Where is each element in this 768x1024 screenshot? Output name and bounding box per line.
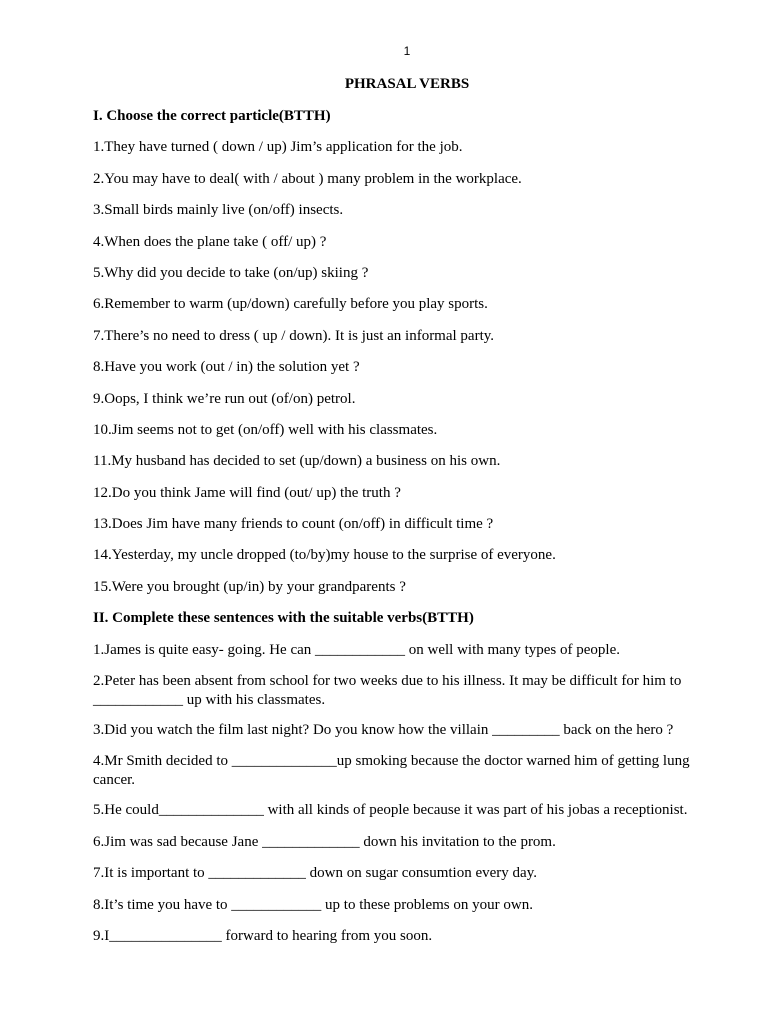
section-1-item: 8.Have you work (out / in) the solution yet ?: [93, 359, 360, 376]
section-2-item: 1.James is quite easy- going. He can ____________ on well with many types of people.: [93, 641, 620, 658]
section-1-item: 12.Do you think Jame will find (out/ up) the truth ?: [93, 484, 401, 501]
section-1-item: 2.You may have to deal( with / about ) many problem in the workplace.: [93, 170, 522, 187]
section-2-item: 8.It’s time you have to ____________ up to these problems on your own.: [93, 896, 533, 913]
section-1-item: 9.Oops, I think we’re run out (of/on) petrol.: [93, 390, 356, 407]
section-1-item: 7.There’s no need to dress ( up / down). It is just an informal party.: [93, 327, 495, 344]
section-1-item: 4.When does the plane take ( off/ up) ?: [93, 233, 327, 250]
section-1-item: 13.Does Jim have many friends to count (on/off) in difficult time ?: [93, 516, 494, 533]
section-1-item: 1.They have turned ( down / up) Jim’s application for the job.: [93, 139, 463, 156]
section-2-item: 2.Peter has been absent from school for two weeks due to his illness. It may be difficult for him to ____________ up with his classmates.: [93, 673, 682, 709]
section-1-heading: I. Choose the correct particle(BTTH): [93, 108, 331, 124]
section-2-heading: II. Complete these sentences with the suitable verbs(BTTH): [93, 610, 474, 627]
section-1-item: 5.Why did you decide to take (on/up) skiing ?: [93, 264, 369, 281]
section-2-item: 6.Jim was sad because Jane _____________ down his invitation to the prom.: [93, 833, 556, 850]
page-title: PHRASAL VERBS: [344, 76, 470, 92]
section-2-item: 3.Did you watch the film last night? Do you know how the villain _________ back on the hero ?: [93, 722, 674, 739]
section-1-item: 15.Were you brought (up/in) by your grandparents ?: [93, 578, 406, 595]
section-1-item: 3.Small birds mainly live (on/off) insects.: [93, 202, 344, 219]
section-1-item: 14.Yesterday, my uncle dropped (to/by)my house to the surprise of everyone.: [93, 547, 556, 564]
section-1-item: 6.Remember to warm (up/down) carefully before you play sports.: [93, 296, 488, 313]
section-2-item: 4.Mr Smith decided to ______________up smoking because the doctor warned him of getting lung cancer.: [93, 753, 690, 789]
page-number: 1: [403, 44, 411, 58]
section-2-item: 5.He could______________ with all kinds of people because it was part of his jobas a receptionist.: [93, 802, 688, 819]
worksheet-body: [93, 107, 723, 958]
section-1-item: 11.My husband has decided to set (up/down) a business on his own.: [93, 453, 501, 470]
section-2-item: 7.It is important to _____________ down on sugar consumtion every day.: [93, 865, 537, 882]
section-2-item: 9.I_______________ forward to hearing from you soon.: [93, 927, 433, 944]
section-1-item: 10.Jim seems not to get (on/off) well with his classmates.: [93, 421, 438, 438]
